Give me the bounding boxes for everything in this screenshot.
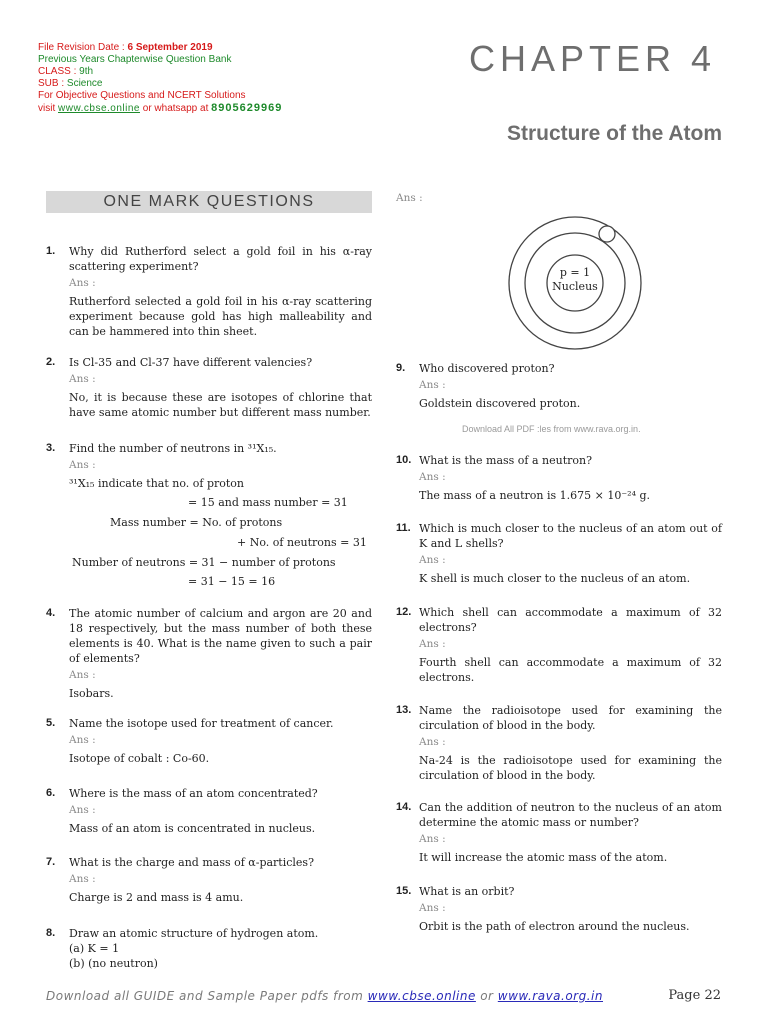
question-14: [396, 800, 722, 865]
question-2: [46, 355, 372, 420]
question-number: 7.: [46, 856, 56, 868]
question-text: Name the isotope used for treatment of cancer.: [69, 717, 334, 730]
ans-label: Ans :: [69, 373, 96, 385]
question-number: 9.: [396, 362, 406, 374]
footer-link-rava[interactable]: www.rava.org.in: [497, 989, 603, 1003]
proton-label: p = 1: [559, 266, 591, 279]
question-text: Draw an atomic structure of hydrogen atom.: [69, 927, 319, 940]
ans-label: Ans :: [419, 736, 446, 748]
question-number: 8.: [46, 927, 56, 939]
cbse-link[interactable]: www.cbse.online: [58, 103, 140, 114]
class-value: 9th: [79, 66, 94, 77]
question-15: [396, 884, 722, 934]
answer-text: Isobars.: [69, 687, 114, 700]
question-text: Find the number of neutrons in ³¹X₁₅.: [69, 442, 277, 455]
revision-date: 6 September 2019: [127, 42, 213, 53]
question-12: [396, 605, 722, 685]
question-number: 3.: [46, 442, 56, 454]
question-number: 13.: [396, 704, 412, 716]
question-4: [46, 606, 372, 701]
ans-label: Ans :: [419, 471, 446, 483]
footer-mid: or: [475, 989, 498, 1003]
class-label: CLASS :: [38, 66, 80, 77]
watermark-text: Download All PDF :les from www.rava.org.in.: [462, 424, 641, 434]
electron: [599, 226, 615, 242]
chapter-heading: CHAPTER 4: [468, 38, 716, 79]
ans-label: Ans :: [419, 379, 446, 391]
revision-prefix: File Revision Date :: [38, 42, 128, 53]
question-text: Where is the mass of an atom concentrated?: [69, 787, 318, 800]
question-number: 15.: [396, 885, 412, 897]
question-11: [396, 521, 722, 586]
question-5: [46, 716, 372, 766]
ans-label: Ans :: [69, 459, 96, 471]
question-10: [396, 453, 722, 503]
answer-text: No, it is because these are isotopes of chlorine that have same atomic number but different mass number.: [69, 391, 372, 419]
page-number: Page 22: [668, 988, 721, 1003]
question-8: [46, 926, 372, 971]
question-number: 12.: [396, 606, 412, 618]
answer-text: Isotope of cobalt : Co-60.: [69, 752, 210, 765]
answer-text: Na-24 is the radioisotope used for examining the circulation of blood in the body.: [419, 754, 722, 782]
answer-text: Orbit is the path of electron around the nucleus.: [419, 920, 690, 933]
hydrogen-atom-diagram: [505, 213, 645, 353]
ans-label: Ans :: [396, 192, 423, 204]
visit-label: visit: [38, 103, 58, 114]
nucleus-label: Nucleus: [552, 280, 598, 293]
question-number: 1.: [46, 245, 56, 257]
question-bank-label: Previous Years Chapterwise Question Bank: [38, 54, 232, 65]
question-number: 6.: [46, 787, 56, 799]
ans-label: Ans :: [419, 638, 446, 650]
whatsapp-label: or whatsapp at: [139, 103, 212, 114]
equation-line: + No. of neutrons = 31: [237, 536, 367, 549]
question-number: 14.: [396, 801, 412, 813]
equation-line: = 15 and mass number = 31: [188, 496, 348, 509]
answer-text: Fourth shell can accommodate a maximum of 32 electrons.: [419, 656, 722, 684]
question-text: Name the radioisotope used for examining the circulation of blood in the body.: [419, 704, 722, 732]
ans-label: Ans :: [69, 277, 96, 289]
chapter-title: Structure of the Atom: [506, 122, 722, 145]
phone-number: 8905629969: [211, 102, 283, 114]
question-number: 2.: [46, 356, 56, 368]
equation-line: Mass number = No. of protons: [110, 516, 283, 529]
sub-label: SUB :: [38, 78, 67, 89]
question-6: [46, 786, 372, 836]
section-heading: ONE MARK QUESTIONS: [46, 191, 372, 213]
question-9: [396, 361, 722, 411]
answer-text: Charge is 2 and mass is 4 amu.: [69, 891, 244, 904]
footer-prefix: Download all GUIDE and Sample Paper pdfs from: [46, 989, 368, 1003]
question-text: What is an orbit?: [419, 885, 515, 898]
question-text: Who discovered proton?: [419, 362, 555, 375]
question-text: What is the mass of a neutron?: [419, 454, 593, 467]
answer-text: Rutherford selected a gold foil in his α-ray scattering experiment because gold has high malleability and can be hammered into thin sheet.: [69, 295, 372, 338]
question-number: 10.: [396, 454, 412, 466]
ans-label: Ans :: [419, 554, 446, 566]
ans-label: Ans :: [69, 804, 96, 816]
ans-label: Ans :: [419, 833, 446, 845]
ans-label: Ans :: [69, 669, 96, 681]
question-option-a: (a) K = 1: [69, 942, 120, 955]
question-text: Why did Rutherford select a gold foil in his α-ray scattering experiment?: [69, 245, 372, 273]
question-text: The atomic number of calcium and argon are 20 and 18 respectively, but the mass number of both these elements is 40. What is the name given to such a pair of elements?: [69, 607, 372, 665]
question-text: Which is much closer to the nucleus of an atom out of K and L shells?: [419, 522, 722, 550]
question-13: [396, 703, 722, 783]
footer-text: [46, 989, 603, 1003]
question-text: What is the charge and mass of α-particles?: [69, 856, 314, 869]
question-7: [46, 855, 372, 905]
question-number: 5.: [46, 717, 56, 729]
equation-line: Number of neutrons = 31 − number of protons: [72, 556, 336, 569]
objective-line: For Objective Questions and NCERT Solutions: [38, 90, 246, 101]
ans-label: Ans :: [419, 902, 446, 914]
answer-text: It will increase the atomic mass of the atom.: [419, 851, 668, 864]
answer-text: ³¹X₁₅ indicate that no. of proton: [69, 477, 245, 490]
answer-text: K shell is much closer to the nucleus of an atom.: [419, 572, 691, 585]
header-info: [38, 42, 282, 115]
answer-text: The mass of a neutron is 1.675 × 10⁻²⁴ g.: [419, 489, 651, 502]
footer-link-cbse[interactable]: www.cbse.online: [367, 989, 476, 1003]
question-text: Which shell can accommodate a maximum of 32 electrons?: [419, 606, 722, 634]
question-text: Can the addition of neutron to the nucleus of an atom determine the atomic mass or number?: [419, 801, 722, 829]
sub-value: Science: [66, 78, 103, 89]
ans-label: Ans :: [69, 873, 96, 885]
ans-label: Ans :: [69, 734, 96, 746]
question-number: 4.: [46, 607, 56, 619]
question-3: [46, 441, 372, 491]
equation-line: = 31 − 15 = 16: [188, 575, 276, 588]
question-option-b: (b) (no neutron): [69, 957, 158, 970]
question-text: Is Cl-35 and Cl-37 have different valencies?: [69, 356, 313, 369]
answer-text: Goldstein discovered proton.: [419, 397, 581, 410]
answer-text: Mass of an atom is concentrated in nucleus.: [69, 822, 316, 835]
question-1: [46, 244, 372, 339]
question-number: 11.: [396, 522, 411, 534]
